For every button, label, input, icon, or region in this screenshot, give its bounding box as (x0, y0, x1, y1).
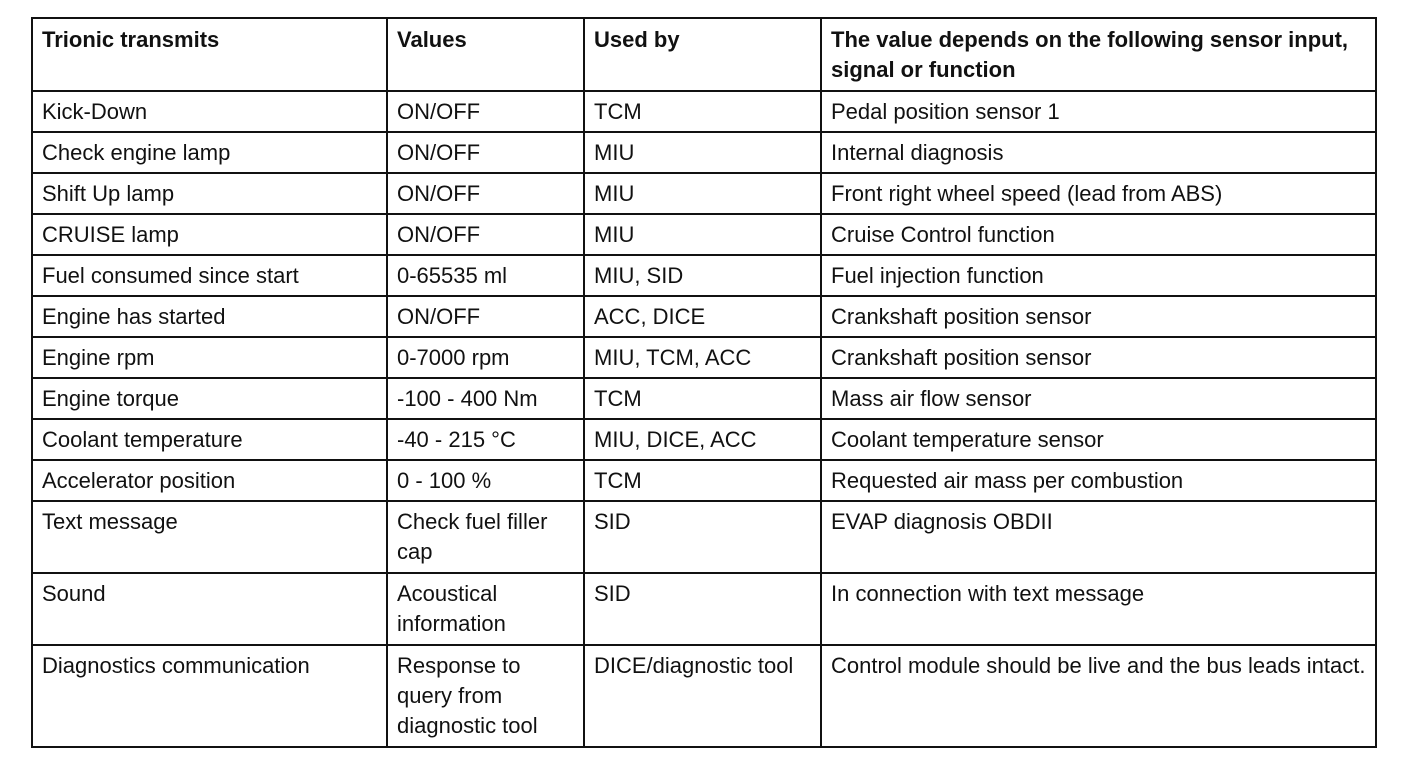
cell-used-by: TCM (584, 460, 821, 501)
cell-used-by: TCM (584, 378, 821, 419)
cell-signal: Text message (32, 501, 387, 573)
cell-depends-on: Internal diagnosis (821, 132, 1376, 173)
cell-values: 0 - 100 % (387, 460, 584, 501)
cell-values: -100 - 400 Nm (387, 378, 584, 419)
cell-used-by: DICE/diagnostic tool (584, 645, 821, 747)
cell-depends-on: Crankshaft position sensor (821, 337, 1376, 378)
cell-depends-on: In connection with text message (821, 573, 1376, 645)
table-row (32, 501, 1376, 573)
cell-values: ON/OFF (387, 91, 584, 132)
header-trionic-transmits: Trionic transmits (32, 18, 387, 91)
cell-signal: Diagnostics communication (32, 645, 387, 747)
table-row (32, 214, 1376, 255)
table-row (32, 173, 1376, 214)
cell-values: Check fuel filler cap (387, 501, 584, 573)
cell-values: Acoustical information (387, 573, 584, 645)
cell-values: Response to query from diagnostic tool (387, 645, 584, 747)
table-row (32, 132, 1376, 173)
cell-used-by: SID (584, 573, 821, 645)
cell-signal: Engine torque (32, 378, 387, 419)
cell-depends-on: Mass air flow sensor (821, 378, 1376, 419)
table-row (32, 573, 1376, 645)
cell-used-by: MIU (584, 173, 821, 214)
cell-used-by: MIU (584, 214, 821, 255)
cell-depends-on: Coolant temperature sensor (821, 419, 1376, 460)
table-row (32, 91, 1376, 132)
table-row (32, 255, 1376, 296)
header-values: Values (387, 18, 584, 91)
cell-used-by: MIU (584, 132, 821, 173)
cell-depends-on: Cruise Control function (821, 214, 1376, 255)
cell-signal: CRUISE lamp (32, 214, 387, 255)
cell-signal: Engine has started (32, 296, 387, 337)
table-row (32, 296, 1376, 337)
cell-values: 0-65535 ml (387, 255, 584, 296)
cell-signal: Accelerator position (32, 460, 387, 501)
header-depends-on: The value depends on the following sensor input, signal or function (821, 18, 1376, 91)
cell-used-by: SID (584, 501, 821, 573)
table-row (32, 460, 1376, 501)
cell-depends-on: Pedal position sensor 1 (821, 91, 1376, 132)
cell-depends-on: Control module should be live and the bus leads intact. (821, 645, 1376, 747)
cell-used-by: ACC, DICE (584, 296, 821, 337)
cell-signal: Coolant temperature (32, 419, 387, 460)
table-header-row (32, 18, 1376, 91)
cell-used-by: TCM (584, 91, 821, 132)
cell-signal: Check engine lamp (32, 132, 387, 173)
table-row (32, 378, 1376, 419)
cell-signal: Sound (32, 573, 387, 645)
cell-signal: Shift Up lamp (32, 173, 387, 214)
cell-values: ON/OFF (387, 214, 584, 255)
cell-signal: Fuel consumed since start (32, 255, 387, 296)
table-row (32, 419, 1376, 460)
cell-depends-on: EVAP diagnosis OBDII (821, 501, 1376, 573)
cell-used-by: MIU, SID (584, 255, 821, 296)
table-row (32, 337, 1376, 378)
trionic-transmit-table (31, 17, 1377, 748)
cell-depends-on: Fuel injection function (821, 255, 1376, 296)
cell-used-by: MIU, TCM, ACC (584, 337, 821, 378)
cell-signal: Engine rpm (32, 337, 387, 378)
cell-values: ON/OFF (387, 132, 584, 173)
cell-values: ON/OFF (387, 296, 584, 337)
header-used-by: Used by (584, 18, 821, 91)
cell-depends-on: Requested air mass per combustion (821, 460, 1376, 501)
cell-values: -40 - 215 °C (387, 419, 584, 460)
table-row (32, 645, 1376, 747)
cell-depends-on: Crankshaft position sensor (821, 296, 1376, 337)
cell-values: ON/OFF (387, 173, 584, 214)
cell-signal: Kick-Down (32, 91, 387, 132)
cell-values: 0-7000 rpm (387, 337, 584, 378)
cell-used-by: MIU, DICE, ACC (584, 419, 821, 460)
cell-depends-on: Front right wheel speed (lead from ABS) (821, 173, 1376, 214)
